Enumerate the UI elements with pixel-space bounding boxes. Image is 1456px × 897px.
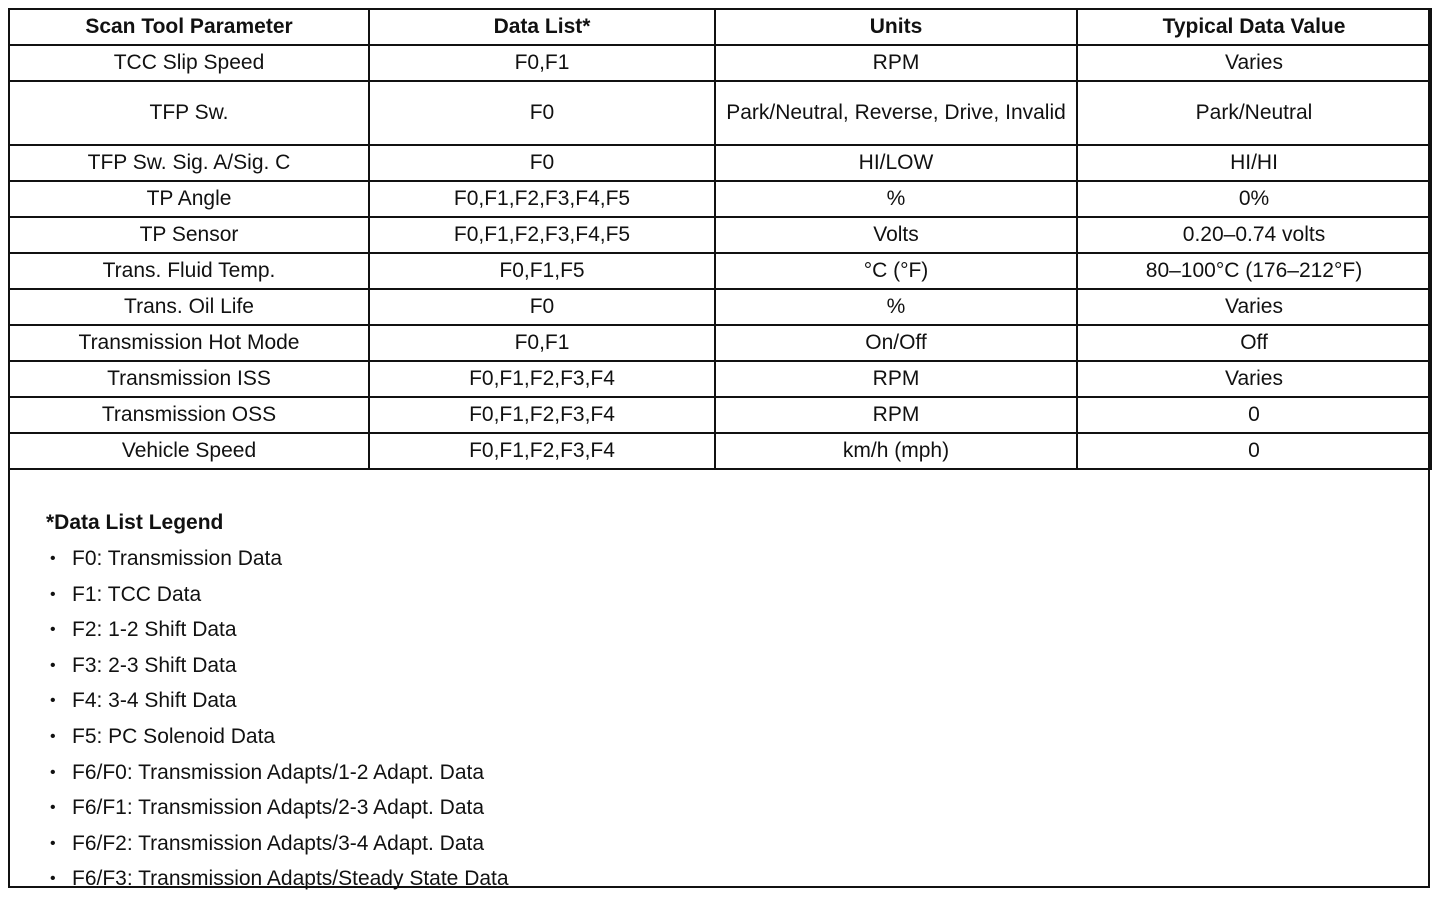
typical-value-cell: Off xyxy=(1077,325,1431,361)
legend-item-text: F0: Transmission Data xyxy=(72,547,283,570)
legend-list xyxy=(46,541,1416,897)
scan-tool-data-table xyxy=(8,8,1432,470)
bullet-icon: • xyxy=(50,692,56,710)
parameter-cell: TP Angle xyxy=(9,181,369,217)
units-cell: HI/LOW xyxy=(715,145,1077,181)
legend-item-text: F6/F3: Transmission Adapts/Steady State Data xyxy=(72,867,509,891)
typical-value-cell: 0 xyxy=(1077,433,1431,469)
table-row xyxy=(9,433,1431,469)
legend-item-text: F5: PC Solenoid Data xyxy=(72,724,276,748)
parameter-cell: Trans. Oil Life xyxy=(9,289,369,325)
units-cell: RPM xyxy=(715,45,1077,81)
table-row xyxy=(9,217,1431,253)
parameter-cell: Transmission ISS xyxy=(9,361,369,397)
units-cell: RPM xyxy=(715,361,1077,397)
scan-tool-data-document xyxy=(8,8,1430,891)
header-scan-tool-parameter: Scan Tool Parameter xyxy=(9,9,369,45)
legend-item-text: F3: 2-3 Shift Data xyxy=(72,653,237,677)
units-cell: °C (°F) xyxy=(715,253,1077,289)
list-item xyxy=(46,861,1416,897)
typical-value-cell: HI/HI xyxy=(1077,145,1431,181)
list-item xyxy=(46,719,1416,755)
legend-item-text: F4: 3-4 Shift Data xyxy=(72,689,237,713)
units-cell: RPM xyxy=(715,397,1077,433)
parameter-cell: Transmission Hot Mode xyxy=(9,325,369,361)
header-data-list: Data List* xyxy=(369,9,715,45)
parameter-cell: Trans. Fluid Temp. xyxy=(9,253,369,289)
bullet-icon: • xyxy=(50,727,56,745)
data-list-legend xyxy=(46,505,1416,897)
bullet-icon: • xyxy=(50,834,56,852)
parameter-cell: Vehicle Speed xyxy=(9,433,369,469)
list-item xyxy=(46,577,1416,613)
parameter-cell: TP Sensor xyxy=(9,217,369,253)
parameter-cell: TFP Sw. xyxy=(9,81,369,145)
data-list-cell: F0,F1,F2,F3,F4 xyxy=(369,397,715,433)
list-item xyxy=(46,541,1416,577)
parameter-cell: TFP Sw. Sig. A/Sig. C xyxy=(9,145,369,181)
table-row xyxy=(9,361,1431,397)
header-typical-data-value: Typical Data Value xyxy=(1077,9,1431,45)
bullet-icon: • xyxy=(50,799,56,817)
bullet-icon: • xyxy=(50,621,56,639)
table-row xyxy=(9,145,1431,181)
legend-item-text: F1: TCC Data xyxy=(72,582,202,606)
legend-item-text: F6/F2: Transmission Adapts/3-4 Adapt. Data xyxy=(72,831,485,855)
typical-value-cell: 0% xyxy=(1077,181,1431,217)
data-list-cell: F0 xyxy=(369,81,715,145)
list-item xyxy=(46,612,1416,648)
table-row xyxy=(9,45,1431,81)
bullet-icon: • xyxy=(50,870,56,888)
data-list-cell: F0,F1 xyxy=(369,325,715,361)
typical-value-cell: Park/Neutral xyxy=(1077,81,1431,145)
units-cell: Park/Neutral, Reverse, Drive, Invalid xyxy=(715,81,1077,145)
units-cell: km/h (mph) xyxy=(715,433,1077,469)
data-list-cell: F0,F1 xyxy=(369,45,715,81)
table-row xyxy=(9,289,1431,325)
parameter-cell: Transmission OSS xyxy=(9,397,369,433)
typical-value-cell: Varies xyxy=(1077,361,1431,397)
parameter-cell: TCC Slip Speed xyxy=(9,45,369,81)
bullet-icon: • xyxy=(50,763,56,781)
legend-item-text: F6/F1: Transmission Adapts/2-3 Adapt. Data xyxy=(72,796,485,820)
typical-value-cell: Varies xyxy=(1077,289,1431,325)
units-cell: On/Off xyxy=(715,325,1077,361)
units-cell: Volts xyxy=(715,217,1077,253)
data-list-cell: F0,F1,F2,F3,F4 xyxy=(369,361,715,397)
header-units: Units xyxy=(715,9,1077,45)
table-row xyxy=(9,397,1431,433)
legend-item-text: F2: 1-2 Shift Data xyxy=(72,618,237,642)
typical-value-cell: 80–100°C (176–212°F) xyxy=(1077,253,1431,289)
bullet-icon: • xyxy=(50,656,56,674)
list-item xyxy=(46,826,1416,862)
table-row xyxy=(9,325,1431,361)
legend-title: *Data List Legend xyxy=(46,511,224,534)
table-header-row xyxy=(9,9,1431,45)
bullet-icon: • xyxy=(50,585,56,603)
bullet-icon: • xyxy=(50,550,56,567)
typical-value-cell: 0 xyxy=(1077,397,1431,433)
table-row xyxy=(9,181,1431,217)
list-item xyxy=(46,683,1416,719)
table-row xyxy=(9,81,1431,145)
data-list-cell: F0,F1,F2,F3,F4,F5 xyxy=(369,217,715,253)
data-list-cell: F0 xyxy=(369,145,715,181)
list-item xyxy=(46,755,1416,791)
typical-value-cell: Varies xyxy=(1077,45,1431,81)
table-row xyxy=(9,253,1431,289)
data-list-cell: F0,F1,F5 xyxy=(369,253,715,289)
list-item xyxy=(46,790,1416,826)
units-cell: % xyxy=(715,181,1077,217)
data-list-cell: F0,F1,F2,F3,F4 xyxy=(369,433,715,469)
data-list-cell: F0 xyxy=(369,289,715,325)
typical-value-cell: 0.20–0.74 volts xyxy=(1077,217,1431,253)
units-cell: % xyxy=(715,289,1077,325)
list-item xyxy=(46,648,1416,684)
legend-item-text: F6/F0: Transmission Adapts/1-2 Adapt. Data xyxy=(72,760,485,784)
data-list-cell: F0,F1,F2,F3,F4,F5 xyxy=(369,181,715,217)
